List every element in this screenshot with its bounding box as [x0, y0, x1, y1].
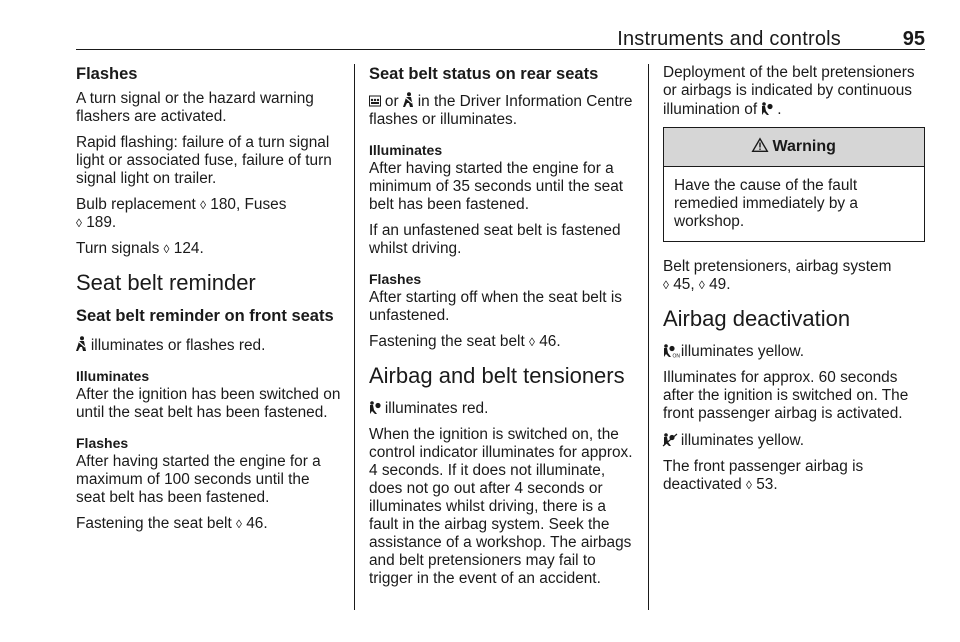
cross-reference	[76, 196, 342, 232]
paragraph-text: Deployment of the belt pretensioners or airbags is indicated by continuous illumination of	[663, 64, 915, 118]
paragraph: When the ignition is switched on, the control indicator illuminates for approx. 4 seconds. If it does not illuminate, does not go out after 4 seconds or illuminates whilst driving, there is a fault in the airbag system. Seek the assistance of a workshop. The airbags and belt pretensioners may fail to trigger in the event of an accident.	[369, 426, 633, 587]
ref-text: Turn signals	[76, 240, 164, 257]
ref-page: 53.	[751, 476, 778, 493]
airbag-icon	[369, 400, 385, 416]
column-divider	[354, 64, 355, 610]
airbag-off-icon	[663, 432, 681, 448]
paragraph: After having started the engine for a minimum of 35 seconds until the seat belt has been fastened.	[369, 160, 624, 213]
airbag-tensioners-heading: Airbag and belt tensioners	[369, 363, 625, 388]
seat-belt-icon	[76, 337, 91, 353]
paragraph	[369, 399, 635, 418]
warning-text: Have the cause of the fault remedied immediately by a workshop.	[674, 177, 858, 230]
ref-page: 180, Fuses	[206, 196, 287, 213]
seat-belt-reminder-heading: Seat belt reminder	[76, 270, 256, 295]
ref-text: Bulb replacement	[76, 196, 201, 213]
seat-belt-icon	[403, 93, 418, 109]
illuminates-label: Illuminates	[76, 368, 150, 384]
airbag-icon	[761, 101, 777, 117]
icon-caption: illuminates or flashes red.	[90, 337, 266, 354]
rear-seat-status-icon	[369, 93, 385, 109]
front-seats-heading: Seat belt reminder on front seats	[76, 307, 334, 325]
paragraph	[663, 431, 925, 450]
airbag-deactivation-heading: Airbag deactivation	[663, 306, 851, 331]
warning-body	[664, 167, 924, 241]
page-ref-icon: ◊	[529, 335, 535, 349]
page-number: 95	[902, 28, 925, 50]
icon-caption: illuminates yellow.	[680, 343, 805, 360]
warning-title: Warning	[772, 138, 836, 155]
flashes-label: Flashes	[76, 435, 129, 451]
paragraph-text: The front passenger airbag is deactivated	[663, 458, 864, 493]
page-ref-icon: ◊	[200, 198, 206, 212]
icon-caption: illuminates red.	[384, 400, 489, 417]
ref-page: 46.	[534, 333, 561, 350]
paragraph: After the ignition has been switched on until the seat belt has been fastened.	[76, 386, 341, 421]
paragraph: A turn signal or the hazard warning flashers are activated.	[76, 90, 314, 125]
illuminates-label: Illuminates	[369, 142, 443, 158]
column-middle	[369, 64, 635, 596]
page-ref-icon: ◊	[663, 278, 669, 292]
paragraph: After having started the engine for a maximum of 100 seconds until the seat belt has been fastened.	[76, 453, 321, 506]
ref-text: Belt pretensioners, airbag system	[663, 258, 892, 275]
paragraph: Rapid flashing: failure of a turn signal light or associated fuse, failure of turn signal light on trailer.	[76, 134, 332, 187]
page-ref-icon: ◊	[76, 216, 82, 230]
cross-reference	[663, 458, 925, 494]
paragraph: After starting off when the seat belt is unfastened.	[369, 289, 622, 324]
airbag-on-icon	[663, 343, 681, 359]
icon-caption: or	[384, 93, 403, 110]
cross-reference	[76, 240, 342, 258]
ref-page: 124.	[169, 240, 204, 257]
svg-text:ON: ON	[672, 353, 680, 360]
page-ref-icon: ◊	[698, 278, 705, 292]
icon-caption: in the Driver Information Centre flashes or illuminates.	[369, 93, 633, 128]
column-divider	[648, 64, 649, 610]
flashes-label: Flashes	[369, 271, 422, 287]
column-right	[663, 64, 925, 502]
page-ref-icon: ◊	[746, 478, 752, 492]
page-header	[76, 26, 925, 50]
paragraph	[76, 336, 342, 355]
paragraph: Illuminates for approx. 60 seconds after the ignition is switched on. The front passenger airbag is activated.	[663, 369, 909, 422]
warning-triangle-icon	[752, 138, 772, 155]
ref-page: 189.	[81, 214, 117, 231]
icon-caption: illuminates yellow.	[680, 432, 805, 449]
cross-reference	[76, 515, 342, 533]
warning-header	[664, 128, 924, 167]
paragraph	[663, 64, 925, 119]
flashes-heading: Flashes	[76, 65, 138, 83]
header-rule	[76, 49, 925, 50]
paragraph	[369, 92, 635, 129]
cross-reference	[663, 258, 925, 294]
page-ref-icon: ◊	[163, 242, 170, 256]
ref-text: Fastening the seat belt	[369, 333, 529, 350]
ref-page: 46.	[241, 515, 268, 532]
paragraph: If an unfastened seat belt is fastened whilst driving.	[369, 222, 621, 257]
column-left	[76, 64, 342, 541]
warning-box	[663, 127, 925, 242]
paragraph-text: .	[777, 101, 782, 118]
rear-seats-heading: Seat belt status on rear seats	[369, 65, 599, 83]
cross-reference	[369, 333, 635, 351]
paragraph	[663, 342, 925, 361]
ref-page: 45,	[668, 276, 699, 293]
ref-text: Fastening the seat belt	[76, 515, 236, 532]
section-title: Instruments and controls	[617, 28, 841, 50]
page-ref-icon: ◊	[236, 517, 242, 531]
ref-page: 49.	[704, 276, 731, 293]
